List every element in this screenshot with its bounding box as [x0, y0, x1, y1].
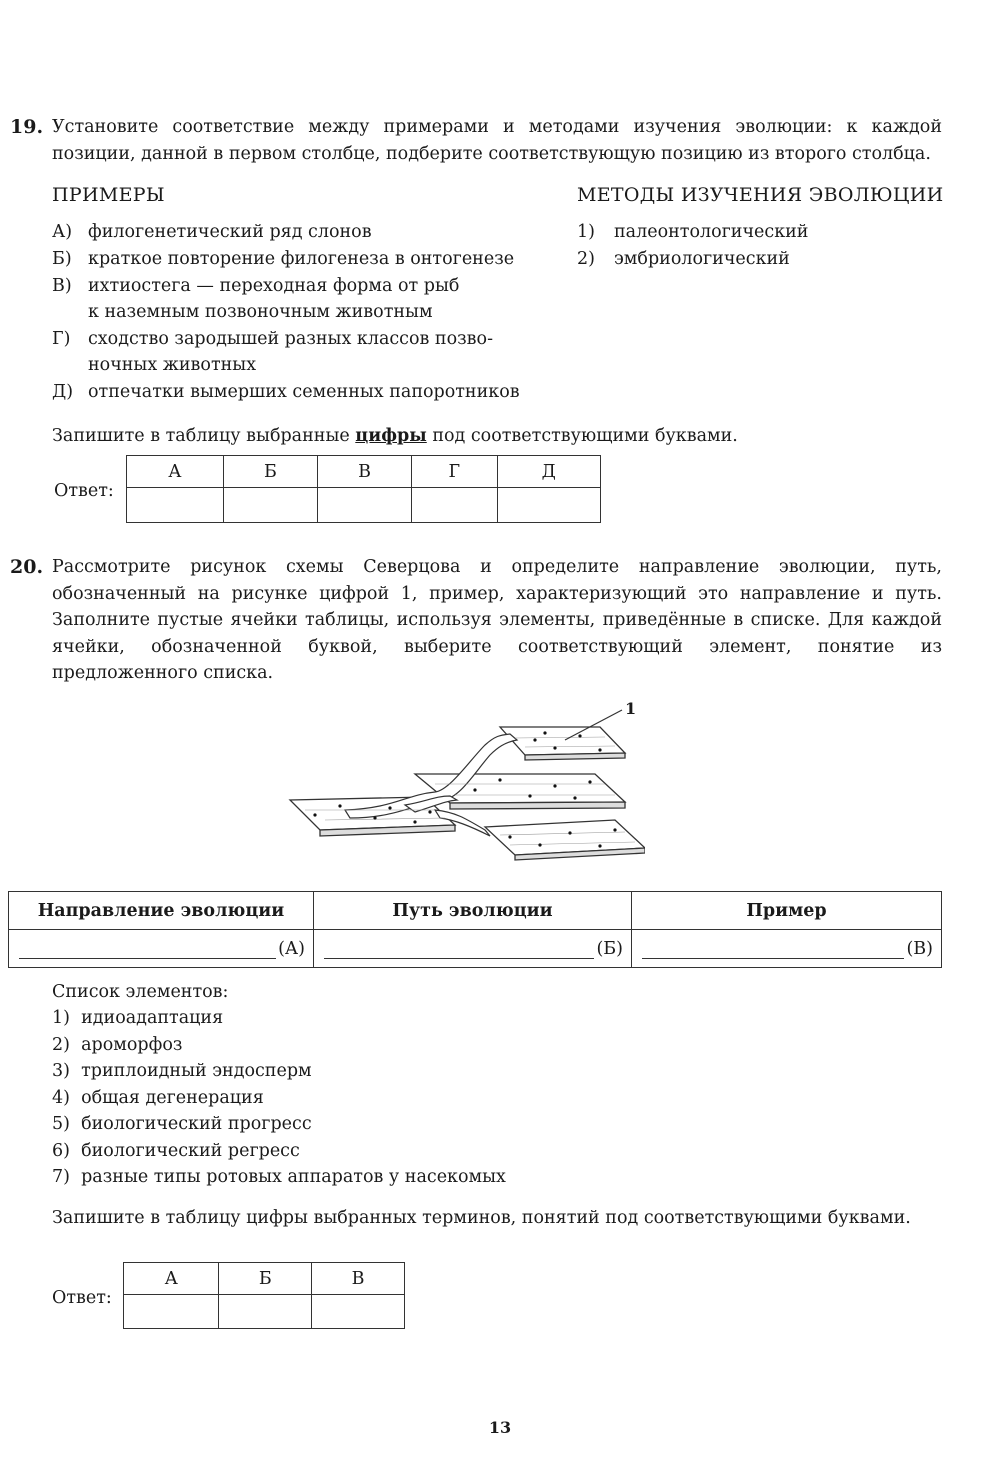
evolution-table-cell-b[interactable]	[314, 930, 632, 968]
method-2-num: 2)	[577, 249, 595, 269]
example-v-text-2: к наземным позвоночным животным	[88, 302, 433, 322]
answer-20-header-a: А	[124, 1263, 219, 1295]
list-item-5: 5) биологический прогресс	[52, 1114, 312, 1134]
evolution-table-cell-v[interactable]	[632, 930, 942, 968]
figure-label-1: 1	[625, 700, 637, 718]
instruction-emphasis: цифры	[355, 426, 427, 446]
answer-20-header-b: Б	[219, 1263, 312, 1295]
method-2-text: эмбриологический	[614, 249, 790, 269]
question-19-text: Установите соответствие между примерами и методами изучения эволюции: к каждой позиции, данной в первом столбце, подберите соответствующую позицию из второго столбца.	[52, 117, 942, 164]
example-v-letter: В)	[52, 276, 72, 296]
evolution-table	[8, 891, 942, 968]
answer-19-header-b: Б	[223, 456, 317, 488]
example-b-letter: Б)	[52, 249, 72, 269]
answer-19-header-g: Г	[412, 456, 497, 488]
evolution-table-header-example: Пример	[632, 892, 942, 930]
answer-19-header-d: Д	[497, 456, 600, 488]
example-b-text: краткое повторение филогенеза в онтогенезе	[88, 249, 515, 269]
cell-v-label: (В)	[906, 939, 933, 959]
question-20-number: 20.	[10, 556, 44, 578]
answer-20-cell-a[interactable]	[124, 1295, 219, 1329]
answer-label-20: Ответ:	[52, 1288, 112, 1308]
answer-20-header-v: В	[312, 1263, 405, 1295]
list-item-7: 7) разные типы ротовых аппаратов у насекомых	[52, 1167, 506, 1187]
answer-19-header-a: А	[127, 456, 224, 488]
answer-20-cell-b[interactable]	[219, 1295, 312, 1329]
question-19-number: 19.	[10, 116, 44, 138]
answer-20-cell-v[interactable]	[312, 1295, 405, 1329]
list-title: Список элементов:	[52, 982, 229, 1002]
example-v-text-1: ихтиостега — переходная форма от рыб	[88, 276, 460, 296]
upper-plane	[500, 727, 625, 755]
example-a-text: филогенетический ряд слонов	[88, 222, 372, 242]
evolution-table-cell-a[interactable]	[9, 930, 314, 968]
evolution-table-header-path: Путь эволюции	[314, 892, 632, 930]
evolution-table-header-direction: Направление эволюции	[9, 892, 314, 930]
list-item-3: 3) триплоидный эндосперм	[52, 1061, 312, 1081]
cell-b-label: (Б)	[596, 939, 623, 959]
answer-label-19: Ответ:	[54, 481, 114, 501]
answer-19-cell-v[interactable]	[317, 488, 411, 523]
answer-19-cell-d[interactable]	[497, 488, 600, 523]
list-item-6: 6) биологический регресс	[52, 1141, 300, 1161]
example-g-letter: Г)	[52, 329, 71, 349]
question-20-text: Рассмотрите рисунок схемы Северцова и определите направление эволюции, путь, обозначенный на рисунке цифрой 1, пример, характеризующий это направление и путь. Заполните пустые ячейки таблицы, используя элементы, приведённые в списке. Для каждой ячейки, обозначенной буквой, выберите соответствующий элемент, понятие из предложенного списка.	[52, 557, 942, 683]
cell-a-label: (А)	[278, 939, 305, 959]
answer-19-cell-g[interactable]	[412, 488, 497, 523]
page-number: 13	[488, 1418, 512, 1437]
question-19-instruction: Запишите в таблицу выбранные цифры под соответствующими буквами.	[52, 426, 738, 446]
severtsov-scheme-figure	[285, 700, 645, 865]
answer-19-cell-a[interactable]	[127, 488, 224, 523]
list-item-2: 2) ароморфоз	[52, 1035, 183, 1055]
example-d-text: отпечатки вымерших семенных папоротников	[88, 382, 520, 402]
answer-table-19	[126, 455, 601, 523]
example-g-text-1: сходство зародышей разных классов позво-	[88, 329, 493, 349]
list-item-1: 1) идиоадаптация	[52, 1008, 224, 1028]
example-a-letter: А)	[52, 222, 73, 242]
method-1-num: 1)	[577, 222, 595, 242]
question-20-instruction: Запишите в таблицу цифры выбранных терминов, понятий под соответствующими буквами.	[52, 1208, 911, 1228]
answer-19-header-v: В	[317, 456, 411, 488]
answer-table-20	[123, 1262, 405, 1329]
examples-header: ПРИМЕРЫ	[52, 184, 165, 206]
methods-header: МЕТОДЫ ИЗУЧЕНИЯ ЭВОЛЮЦИИ	[577, 184, 944, 206]
example-g-text-2: ночных животных	[88, 355, 257, 375]
method-1-text: палеонтологический	[614, 222, 809, 242]
list-item-4: 4) общая дегенерация	[52, 1088, 264, 1108]
example-d-letter: Д)	[52, 382, 74, 402]
answer-19-cell-b[interactable]	[223, 488, 317, 523]
